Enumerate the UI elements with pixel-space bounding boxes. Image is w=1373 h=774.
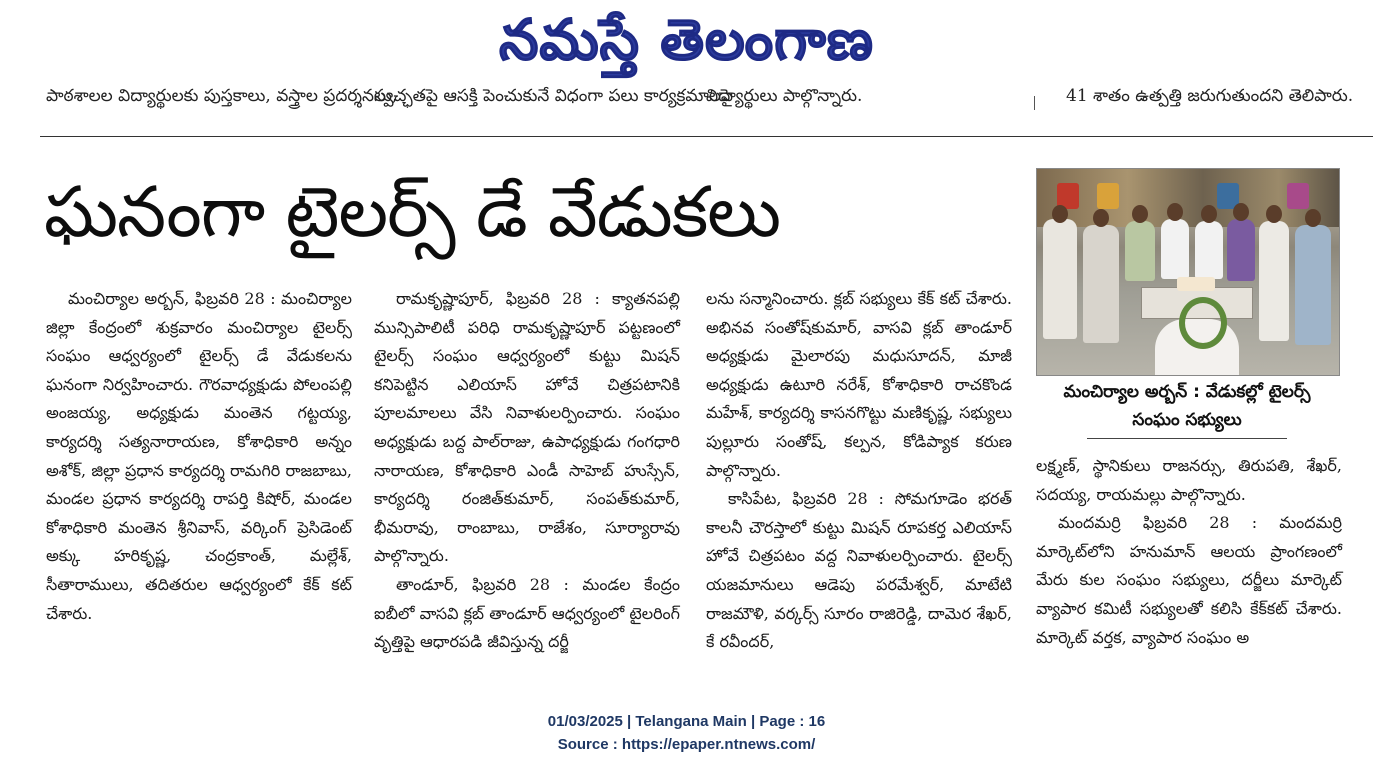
photo-person [1227, 219, 1255, 281]
photo-person [1259, 221, 1289, 341]
photo-caption [1036, 378, 1338, 439]
photo-person-head [1233, 203, 1249, 221]
photo-person-head [1052, 205, 1068, 223]
paragraph: మందమర్రి ఫిబ్రవరి 28 : మందమర్రి మార్కెట్‌లోని హనుమాన్ ఆలయ ప్రాంగణంలో మేరు కుల సంఘం సభ్యులు, దర్జీలు మార్కెట్ వ్యాపార కమిటీ సభ్యులతో కలిసి కేక్‌కట్ చేశారు. మార్కెట్ వర్తక, వ్యాపార సంఘం అ [1036, 513, 1342, 647]
footer-edition-info: 01/03/2025 | Telangana Main | Page : 16 [547, 713, 826, 730]
paragraph: రామకృష్ణాపూర్, ఫిబ్రవరి 28 : క్యాతనపల్లి మున్సిపాలిటీ పరిధి రామకృష్ణాపూర్ పట్టణంలో టైలర్స్ సంఘం ఆధ్వర్యంలో కుట్టు మిషన్ కనిపెట్టిన ఎలియాస్ హోవే చిత్రపటానికి పూలమాలలు వేసి నివాళులర్పించారు. సంఘం అధ్యక్షుడు బద్ద పాల్‌రాజు, ఉపాధ్యక్షుడు గంగధారి నారాయణ, కోశాధికారి ఎండీ సాహెబ్ హుస్సేన్, కార్యదర్శి రంజిత్‌కుమార్, సంపత్‌కుమార్, భీమరావు, రాంబాబు, రాజేశం, సూర్యారావు పాల్గొన్నారు. [374, 289, 680, 566]
photo-person [1125, 221, 1155, 281]
article-column-3 [706, 285, 1012, 657]
article-column-2 [374, 285, 680, 657]
photo-person [1083, 225, 1119, 343]
cutline-col2 [374, 86, 733, 114]
paragraph: మంచిర్యాల అర్బన్, ఫిబ్రవరి 28 : మంచిర్యాల జిల్లా కేంద్రంలో శుక్రవారం మంచిర్యాల టైలర్స్ సంఘం ఆధ్వర్యంలో టైలర్స్ డే వేడుకలను ఘనంగా నిర్వహించారు. గౌరవాధ్యక్షుడు పోలంపల్లి అంజయ్య, అధ్యక్షుడు మంతెన గట్టయ్య, కార్యదర్శి సత్యనారాయణ, కోశాధికారి అన్నం అశోక్, జిల్లా ప్రధాన కార్యదర్శి రామగిరి రాజబాబు, మండల ప్రధాన కార్యదర్శి రాపర్తి కిషోర్, మండల కోశాధికారి మంతెన శ్రీనివాస్, వర్కింగ్ ప్రెసిడెంట్ అక్కు హరికృష్ణ, చంద్రకాంత్, మల్లేశ్, సీతారాములు, తదితరుల ఆధ్వర్యంలో కేక్ కట్ చేశారు. [46, 289, 352, 623]
cutline-col4 [1066, 86, 1366, 114]
photo-cake [1177, 277, 1215, 291]
cutline-text: పాఠశాలల విద్యార్థులకు పుస్తకాలు, వస్త్రాల ప్రదర్శనలు, [46, 86, 398, 106]
photo-detail [1097, 183, 1119, 209]
cutline-col1 [46, 86, 398, 114]
photo-person [1161, 219, 1189, 279]
paragraph: తాండూర్, ఫిబ్రవరి 28 : మండల కేంద్రం ఐబీలో వాసవి క్లబ్ తాండూర్ ఆధ్వర్యంలో టైలరింగ్ వృత్తిపై ఆధారపడి జీవిస్తున్న దర్జీ [374, 574, 680, 652]
cutline-text: విద్యార్థులు పాల్గొన్నారు. [706, 86, 863, 106]
photo-shop-backdrop [1037, 169, 1339, 227]
photo-person-head [1266, 205, 1282, 223]
caption-underline [1087, 438, 1287, 439]
news-photo [1036, 168, 1340, 376]
photo-wreath [1179, 297, 1227, 349]
photo-person-head [1305, 209, 1321, 227]
footer-source-link[interactable]: Source : https://epaper.ntnews.com/ [557, 736, 816, 753]
photo-person [1195, 221, 1223, 279]
photo-person-head [1093, 209, 1109, 227]
photo-person-head [1201, 205, 1217, 223]
cutline-text: స్వచ్ఛతపై ఆసక్తి పెంచుకునే విధంగా పలు కార్యక్రమాలపై [374, 86, 733, 106]
photo-person-head [1132, 205, 1148, 223]
cutline-text: 41 శాతం ఉత్పత్తి జరుగుతుందని తెలిపారు. [1066, 86, 1354, 106]
photo-detail [1287, 183, 1309, 209]
masthead [0, 0, 1373, 82]
cutline-col3 [706, 86, 926, 114]
photo-person [1043, 219, 1077, 339]
horizontal-rule [40, 136, 1373, 137]
page-footer [0, 710, 1373, 756]
article-column-4 [1036, 452, 1342, 652]
caption-line: సంఘం సభ్యులు [1132, 410, 1242, 430]
paragraph: లను సన్మానించారు. క్లబ్ సభ్యులు కేక్ కట్ చేశారు. అభినవ సంతోష్‌కుమార్, వాసవి క్లబ్ తాండూర్ అధ్యక్షుడు మైలారపు మధుసూదన్, మాజీ అధ్యక్షుడు ఉటూరి నరేశ్, కోశాధికారి రాచకొండ మహేశ్, కార్యదర్శి కాసనగొట్టు మణికృష్ణ, సభ్యులు పుల్లూరు సంతోష్, కల్పన, కోడిప్యాక కరుణ పాల్గొన్నారు. [706, 289, 1012, 480]
photo-person-head [1167, 203, 1183, 221]
column-divider [1034, 96, 1035, 110]
paragraph: లక్ష్మణ్, స్థానికులు రాజనర్సు, తిరుపతి, శేఖర్, సదయ్య, రాయమల్లు పాల్గొన్నారు. [1036, 456, 1342, 504]
article-column-1 [46, 285, 352, 628]
photo-person [1295, 225, 1331, 345]
caption-line: మంచిర్యాల అర్బన్ : వేడుకల్లో టైలర్స్ [1063, 382, 1311, 402]
article-headline: ఘనంగా టైలర్స్ డే వేడుకలు [44, 171, 781, 253]
newspaper-logo: నమస్తే తెలంగాణ [499, 8, 874, 73]
paragraph: కాసిపేట, ఫిబ్రవరి 28 : సోమగూడెం భరత్ కాలనీ చౌరస్తాలో కుట్టు మిషన్ రూపకర్త ఎలియాస్ హోవే చిత్రపటం వద్ద నివాళులర్పించారు. టైలర్స్ యజమానులు ఆడెపు పరమేశ్వర్, మాటేటి రాజమౌళి, వర్కర్స్ సూరం రాజిరెడ్డి, దామెర శేఖర్, కే రవీందర్, [706, 489, 1012, 652]
